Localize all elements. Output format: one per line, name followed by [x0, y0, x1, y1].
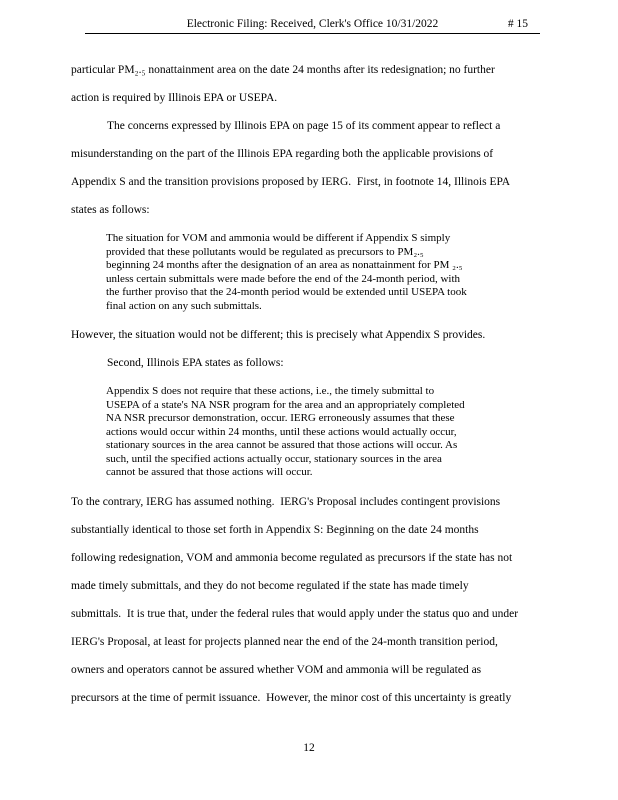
text-line: submittals. It is true that, under the federal rules that would apply under the status quo and under: [71, 607, 519, 620]
text-line: made timely submittals, and they do not become regulated if the state has made timely: [71, 579, 469, 592]
text-line: The concerns expressed by Illinois EPA on page 15 of its comment appear to reflect a: [107, 120, 501, 132]
header-title: Electronic Filing: Received, Clerk's Office 10/31/2022: [186, 18, 439, 30]
block-quote: [106, 232, 506, 313]
paragraph: [71, 321, 549, 349]
header-exhibit-number: # 15: [507, 18, 528, 30]
text-line: IERG's Proposal, at least for projects planned near the end of the 24-month transition period,: [71, 635, 498, 648]
text-line: misunderstanding on the part of the Illinois EPA regarding both the applicable provisions of: [71, 148, 494, 160]
text-line: actions would occur within 24 months, until these actions would actually occur,: [106, 425, 457, 438]
text-line: However, the situation would not be different; this is precisely what Appendix S provides.: [71, 329, 486, 341]
text-line: such, until the specified actions actually occur, stationary sources in the area: [106, 452, 442, 465]
text-line: provided that these pollutants would be regulated as precursors to PM₂.₅: [106, 245, 424, 258]
text-line: NA NSR precursor demonstration, occur. IERG erroneously assumes that these: [106, 412, 455, 424]
text-line: states as follows:: [71, 204, 150, 216]
page-number: 12: [303, 742, 315, 754]
paragraph-continued: [71, 56, 549, 112]
text-line: Appendix S and the transition provisions proposed by IERG. First, in footnote 14, Illinois EPA: [71, 176, 511, 188]
paragraph: [71, 488, 549, 712]
text-line: USEPA of a state's NA NSR program for the area and an appropriately completed: [106, 398, 465, 411]
text-line: substantially identical to those set forth in Appendix S: Beginning on the date 24 months: [71, 523, 479, 536]
text-line: Second, Illinois EPA states as follows:: [107, 357, 284, 369]
text-line: unless certain submittals were made before the end of the 24-month period, with: [106, 272, 461, 285]
text-line: To the contrary, IERG has assumed nothing. IERG's Proposal includes contingent provisions: [71, 495, 501, 508]
text-line: precursors at the time of permit issuance. However, the minor cost of this uncertainty is greatly: [71, 691, 512, 704]
text-line: stationary sources in the area cannot be assured that those actions will occur. As: [106, 439, 458, 451]
paragraph: [71, 349, 549, 377]
text-line: following redesignation, VOM and ammonia become regulated as precursors if the state has not: [71, 551, 513, 564]
text-line: The situation for VOM and ammonia would be different if Appendix S simply: [106, 232, 451, 244]
text-line: beginning 24 months after the designation of an area as nonattainment for PM ₂.₅: [106, 259, 463, 271]
block-quote: [106, 385, 506, 480]
page-header: [85, 18, 540, 34]
text-line: Appendix S does not require that these actions, i.e., the timely submittal to: [106, 385, 435, 397]
text-line: final action on any such submittals.: [106, 299, 262, 312]
text-line: particular PM₂.₅ nonattainment area on the date 24 months after its redesignation; no further: [71, 64, 495, 76]
text-line: cannot be assured that those actions will occur.: [106, 466, 313, 478]
text-line: action is required by Illinois EPA or USEPA.: [71, 92, 278, 104]
document-body: [71, 56, 549, 712]
paragraph: [71, 112, 549, 224]
text-line: the further proviso that the 24-month period would be extended until USEPA took: [106, 286, 467, 298]
text-line: owners and operators cannot be assured whether VOM and ammonia will be regulated as: [71, 663, 482, 676]
